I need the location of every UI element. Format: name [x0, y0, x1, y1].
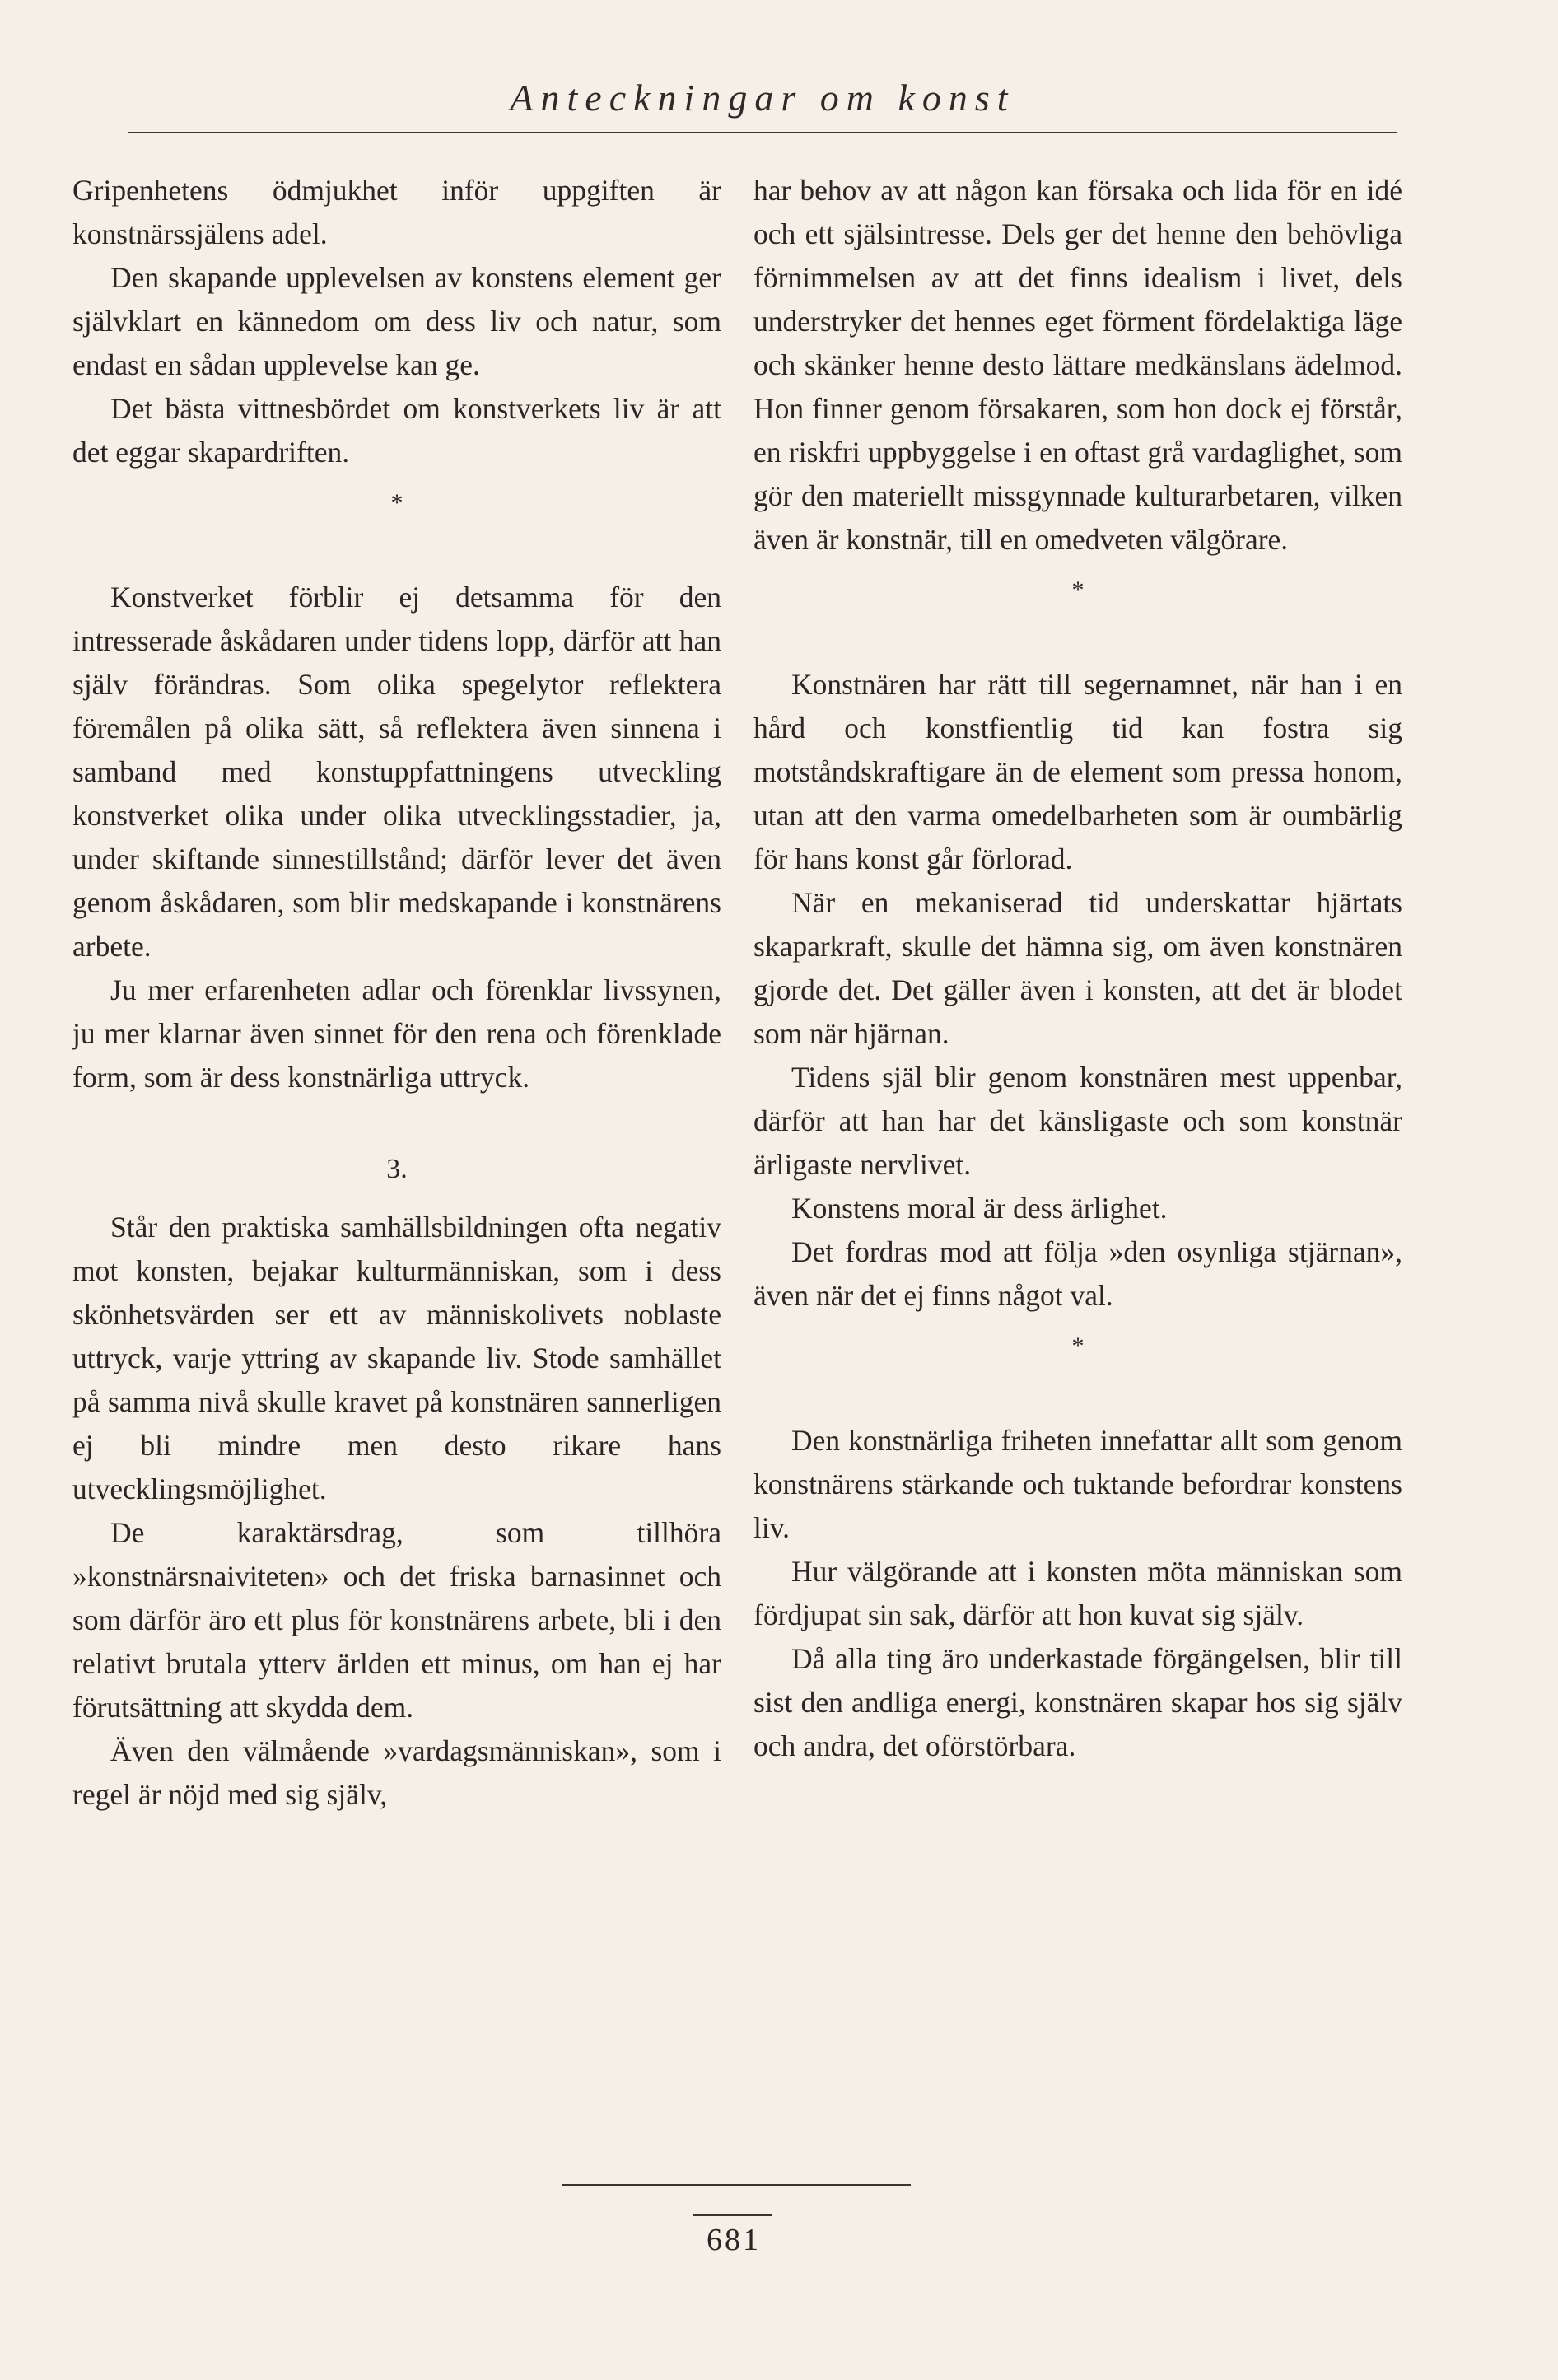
paragraph: Konstens moral är dess ärlighet.	[791, 1192, 1168, 1225]
paragraph: Hur välgörande att i konsten möta människan som fördjupat sin sak, därför att hon kuvat sig själv.	[753, 1555, 1402, 1631]
paragraph: Det bästa vittnesbördet om konstverkets liv är att det eggar skapardriften.	[72, 392, 721, 469]
paragraph: Ju mer erfarenheten adlar och förenklar livssynen, ju mer klarnar även sinnet för den rena och förenklade form, som är dess konstnärliga uttryck.	[72, 973, 721, 1094]
page-number: 681	[707, 2223, 761, 2257]
paragraph: Den konstnärliga friheten innefattar allt som genom konstnärens stärkande och tuktande befordrar konstens liv.	[753, 1424, 1402, 1544]
paragraph: Står den praktiska samhällsbildningen ofta negativ mot konsten, bejakar kulturmänniskan, som i dess skönhetsvärden ser ett av människolivets noblaste uttryck, varje yttring av skapande liv. Stode samhället på samma nivå skulle kravet på konstnären sannerligen ej bli mindre men desto rikare hans utvecklingsmöjlighet.	[72, 1211, 721, 1505]
paragraph: har behov av att någon kan försaka och lida för en idé och ett själsintresse. Dels ger det henne den behövliga förnimmelsen av att det finns idealism i livet, dels understryker det hennes eget förment fördelaktiga läge och skänker henne desto lättare medkänslans ädelmod. Hon finner genom försakaren, som hon dock ej förstår, en riskfri uppbyggelse i en oftast grå vardaglighet, som gör den materiellt missgynnade kulturarbetaren, vilken även är konstnär, till en omedveten välgörare.	[753, 174, 1402, 556]
right-column	[753, 169, 1402, 1768]
section-divider-asterisk: *	[390, 489, 403, 516]
paragraph: Konstverket förblir ej detsamma för den intresserade åskådaren under tidens lopp, därför att han själv förändras. Som olika spegelytor reflektera föremålen på olika sätt, så reflektera även sinnena i samband med konstuppfattningens utveckling konstverket olika under olika utvecklingsstadier, ja, under skiftande sinnestillstånd; därför lever det även genom åskådaren, som blir medskapande i konstnärens arbete.	[72, 581, 721, 963]
paragraph: Den skapande upplevelsen av konstens element ger självklart en kännedom om dess liv och natur, som endast en sådan upplevelse kan ge.	[72, 261, 721, 381]
header-rule	[128, 132, 1397, 133]
left-column	[72, 169, 721, 1817]
paragraph: Tidens själ blir genom konstnären mest uppenbar, därför att han har det känsligaste och som konstnär ärligaste nervlivet.	[753, 1061, 1402, 1181]
section-number: 3.	[386, 1154, 408, 1184]
footer-rule	[562, 2184, 911, 2186]
paragraph: Gripenhetens ödmjukhet inför uppgiften är konstnärssjälens adel.	[72, 174, 721, 250]
paragraph: Konstnären har rätt till segernamnet, när han i en hård och konstfientlig tid kan fostra sig motståndskraftigare än de element som pressa honom, utan att den varma omedelbarheten som är oumbärlig för hans konst går förlorad.	[753, 668, 1402, 875]
section-divider-asterisk: *	[1071, 1332, 1085, 1360]
section-divider-asterisk: *	[1071, 576, 1085, 604]
paragraph: De karaktärsdrag, som tillhöra »konstnärsnaiviteten» och det friska barnasinnet och som därför äro ett plus för konstnärens arbete, bli i den relativt brutala ytterv ärlden ett minus, om han ej har förutsättning att skydda dem.	[72, 1516, 721, 1724]
paragraph: Även den välmående »vardagsmänniskan», som i regel är nöjd med sig själv,	[72, 1734, 721, 1811]
running-head-title: Anteckningar om konst	[510, 77, 1015, 119]
paragraph: Det fordras mod att följa »den osynliga stjärnan», även när det ej finns något val.	[753, 1235, 1402, 1312]
paragraph: När en mekaniserad tid underskattar hjärtats skaparkraft, skulle det hämna sig, om även konstnären gjorde det. Det gäller även i konsten, att det är blodet som när hjärnan.	[753, 886, 1402, 1050]
paragraph: Då alla ting äro underkastade förgängelsen, blir till sist den andliga energi, konstnären skapar hos sig själv och andra, det oförstörbara.	[753, 1642, 1402, 1762]
